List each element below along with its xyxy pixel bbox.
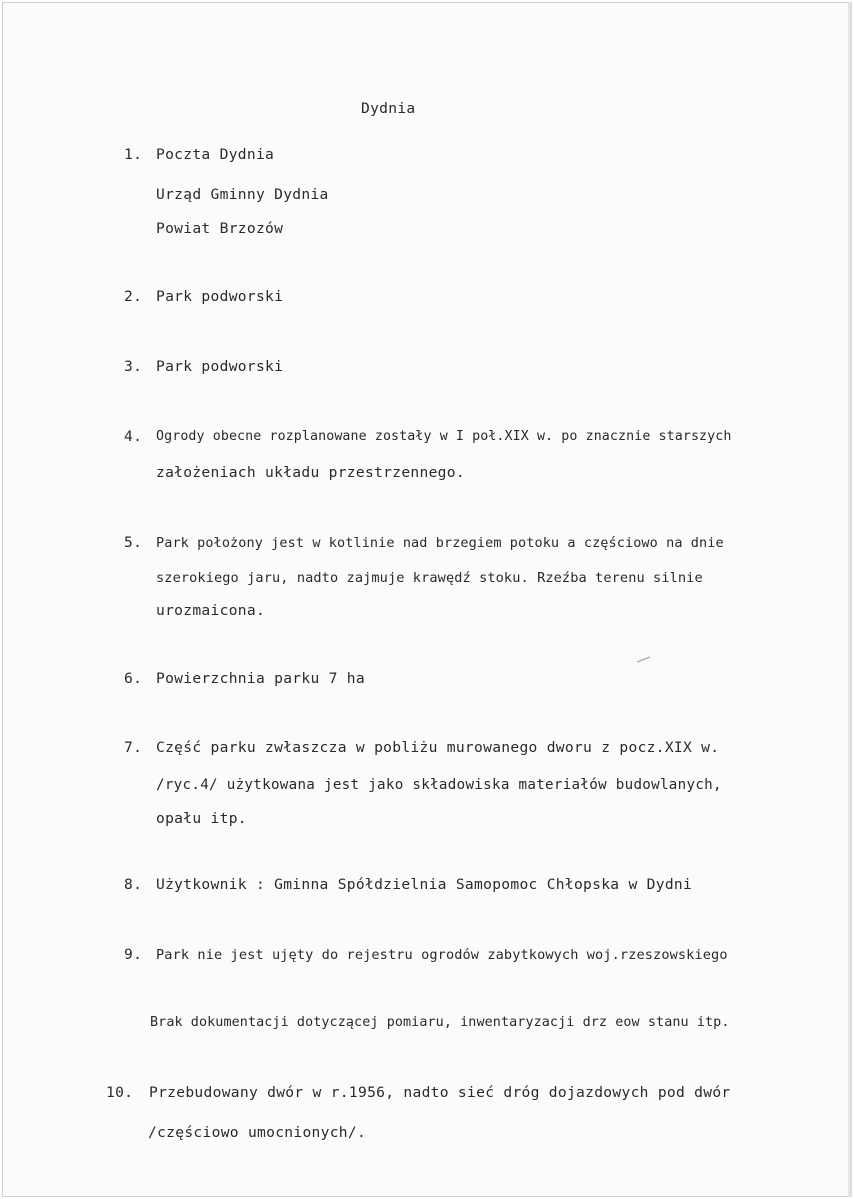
item-number: 4. bbox=[124, 428, 143, 445]
item-line: Brak dokumentacji dotyczącej pomiaru, inwentaryzacji drz eow stanu itp. bbox=[150, 1015, 730, 1030]
item-line: Park nie jest ujęty do rejestru ogrodów zabytkowych woj.rzeszowskiego bbox=[156, 947, 728, 963]
item-number: 8. bbox=[124, 876, 143, 893]
item-number: 7. bbox=[124, 739, 143, 756]
page-edge bbox=[848, 2, 852, 1197]
item-line: /ryc.4/ użytkowana jest jako składowiska materiałów budowlanych, bbox=[156, 777, 722, 793]
item-number: 10. bbox=[106, 1084, 134, 1101]
ink-mark bbox=[636, 656, 652, 664]
item-number: 2. bbox=[124, 288, 143, 305]
item-line: Powierzchnia parku 7 ha bbox=[156, 670, 365, 687]
item-line: szerokiego jaru, nadto zajmuje krawędź stoku. Rzeźba terenu silnie bbox=[156, 570, 703, 586]
document-title: Dydnia bbox=[361, 100, 416, 117]
item-number: 5. bbox=[124, 534, 143, 551]
item-line: Park podworski bbox=[156, 358, 284, 375]
item-line: Park położony jest w kotlinie nad brzegiem potoku a częściowo na dnie bbox=[156, 535, 724, 551]
item-line: założeniach układu przestrzennego. bbox=[156, 464, 465, 481]
item-line: opału itp. bbox=[156, 810, 247, 827]
item-line: Użytkownik : Gminna Spółdzielnia Samopomoc Chłopska w Dydni bbox=[156, 876, 693, 893]
item-line: Przebudowany dwór w r.1956, nadto sieć dróg dojazdowych pod dwór bbox=[149, 1084, 731, 1101]
item-number: 6. bbox=[124, 670, 143, 687]
item-line: urozmaicona. bbox=[156, 602, 266, 619]
item-number: 1. bbox=[124, 146, 143, 163]
item-line: Poczta Dydnia bbox=[156, 146, 275, 163]
item-line: /częściowo umocnionych/. bbox=[148, 1124, 367, 1141]
item-line: Ogrody obecne rozplanowane zostały w I poł.XIX w. po znacznie starszych bbox=[156, 429, 732, 444]
item-line: Park podworski bbox=[156, 288, 284, 305]
item-number: 9. bbox=[124, 946, 143, 963]
item-line: Część parku zwłaszcza w pobliżu murowanego dworu z pocz.XIX w. bbox=[156, 739, 720, 756]
item-line: Urząd Gminny Dydnia bbox=[156, 186, 329, 203]
item-line: Powiat Brzozów bbox=[156, 220, 284, 237]
item-number: 3. bbox=[124, 358, 143, 375]
